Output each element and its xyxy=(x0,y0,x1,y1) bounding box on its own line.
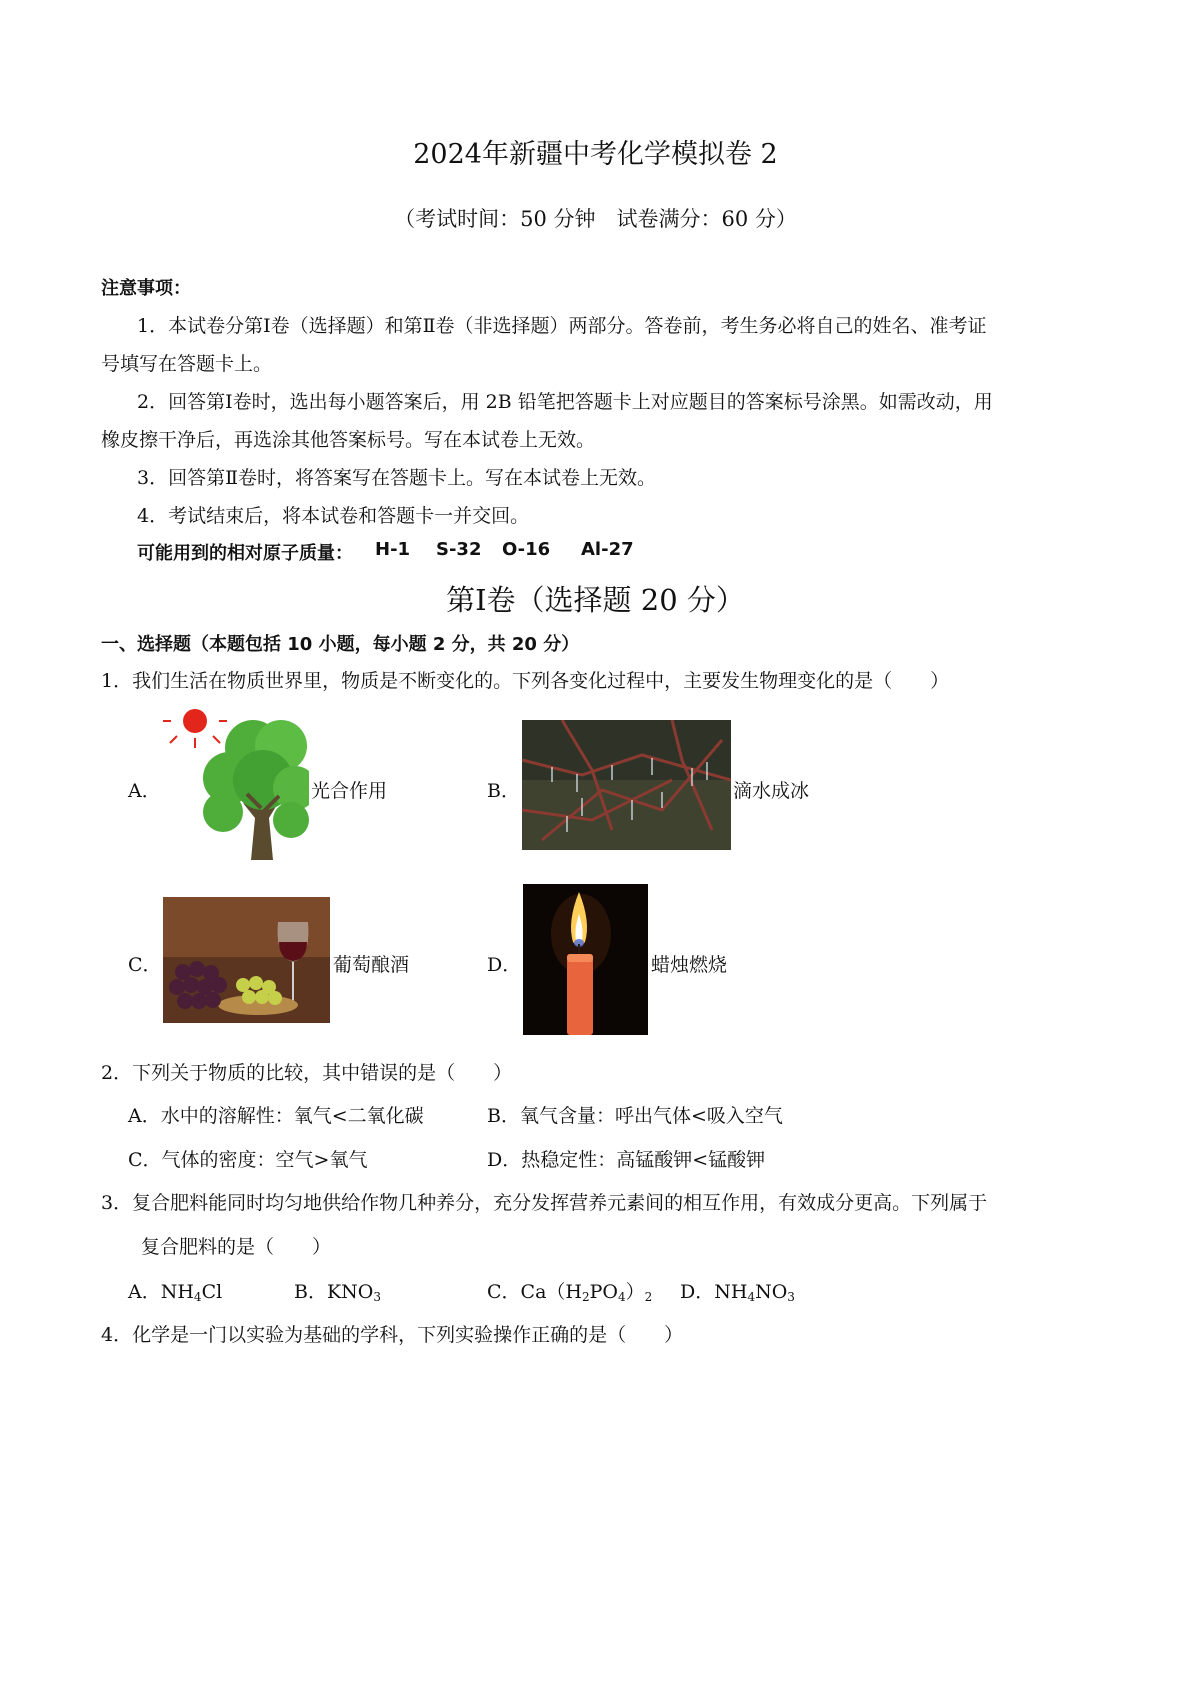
atomic-mass-al: Al-27 xyxy=(581,539,634,560)
question-3-option-c: C．$Ca(H_2PO_4)_2$ xyxy=(487,1281,653,1304)
notice-item-3: 3．回答第Ⅱ卷时，将答案写在答题卡上。写在本试卷上无效。 xyxy=(137,467,657,489)
burning-candle-image xyxy=(523,884,648,1035)
notice-item-1-line1: 1．本试卷分第Ⅰ卷（选择题）和第Ⅱ卷（非选择题）两部分。答卷前，考生务必将自己的姓名、准考证 xyxy=(137,315,987,337)
sun-icon xyxy=(163,709,227,748)
question-2-stem: 2．下列关于物质的比较，其中错误的是（ ） xyxy=(101,1062,513,1084)
question-3-option-b: B．$KNO_3$ xyxy=(294,1281,381,1304)
question-4-stem: 4．化学是一门以实验为基础的学科，下列实验操作正确的是（ ） xyxy=(101,1324,684,1346)
notice-item-1-line2: 号填写在答题卡上。 xyxy=(101,353,273,375)
notice-item-4: 4．考试结束后，将本试卷和答题卡一并交回。 xyxy=(137,505,530,527)
atomic-mass-s: S-32 xyxy=(436,539,482,560)
option-d-caption: 蜡烛燃烧 xyxy=(651,954,728,976)
grapes-wine-image xyxy=(163,897,330,1023)
atomic-mass-h: H-1 xyxy=(375,539,411,560)
question-2-option-b: B．氧气含量：呼出气体<吸入空气 xyxy=(487,1105,783,1127)
question-3-option-d: D．$NH_4NO_3$ xyxy=(680,1281,795,1304)
question-3-option-a: A．$NH_4Cl$ xyxy=(128,1281,223,1304)
question-2-option-a: A．水中的溶解性：氧气<二氧化碳 xyxy=(128,1105,424,1127)
option-b-caption: 滴水成冰 xyxy=(733,780,810,802)
icy-branches-image xyxy=(522,720,731,850)
option-b-letter: B． xyxy=(487,780,520,802)
section-heading: 一、选择题（本题包括 10 小题，每小题 2 分，共 20 分） xyxy=(101,634,580,655)
page-title: 2024年新疆中考化学模拟卷 2 xyxy=(413,139,778,170)
option-d-letter: D． xyxy=(487,954,522,976)
option-c-caption: 葡萄酿酒 xyxy=(333,954,410,976)
exam-info: （考试时间：50 分钟 试卷满分：60 分） xyxy=(394,207,797,231)
question-2-option-d: D．热稳定性：高锰酸钾<锰酸钾 xyxy=(487,1149,766,1171)
question-2-option-c: C．气体的密度：空气>氧气 xyxy=(128,1149,368,1171)
option-c-letter: C． xyxy=(128,954,162,976)
notice-item-2-line2: 橡皮擦干净后，再选涂其他答案标号。写在本试卷上无效。 xyxy=(101,429,596,451)
option-a-letter: A． xyxy=(128,780,161,802)
question-1-stem: 1．我们生活在物质世界里，物质是不断变化的。下列各变化过程中，主要发生物理变化的是（ ） xyxy=(101,670,950,692)
notice-item-2-line1: 2．回答第Ⅰ卷时，选出每小题答案后，用 2B 铅笔把答题卡上对应题目的答案标号涂黑。如需改动，用 xyxy=(137,391,993,413)
atomic-mass-o: O-16 xyxy=(502,539,551,560)
question-3-stem-line2: 复合肥料的是（ ） xyxy=(141,1236,332,1258)
atomic-mass-label: 可能用到的相对原子质量： xyxy=(137,543,353,564)
notice-heading: 注意事项： xyxy=(101,278,191,299)
section-title: 第Ⅰ卷（选择题 20 分） xyxy=(446,583,745,617)
option-a-caption: 光合作用 xyxy=(311,780,388,802)
question-3-stem-line1: 3．复合肥料能同时均匀地供给作物几种养分，充分发挥营养元素间的相互作用，有效成分更高。下列属于 xyxy=(101,1192,988,1214)
photosynthesis-tree-image xyxy=(163,708,309,860)
